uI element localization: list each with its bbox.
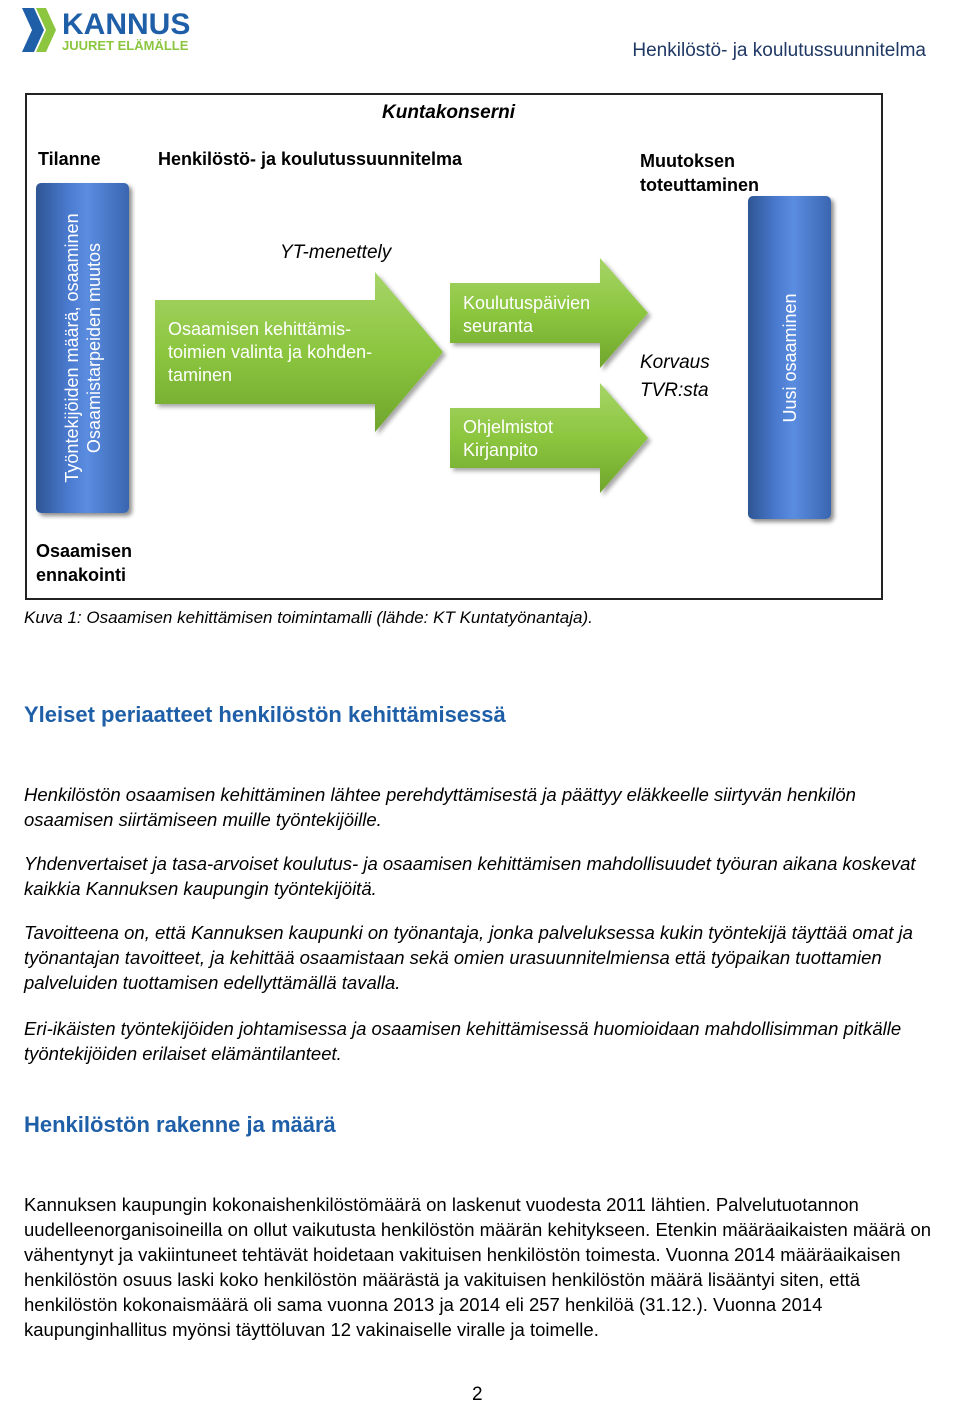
column-heading-suunnitelma: Henkilöstö- ja koulutussuunnitelma bbox=[158, 149, 463, 169]
paragraph-1: Henkilöstön osaamisen kehittäminen lähtee perehdyttämisestä ja päättyy eläkkeelle siirtyvän henkilön osaamisen siirtämiseen muille työntekijöille. bbox=[24, 784, 856, 830]
section-heading-yleiset: Yleiset periaatteet henkilöstön kehittämisessä bbox=[24, 702, 506, 727]
paragraph-3: Tavoitteena on, että Kannuksen kaupunki on työnantaja, jonka palveluksessa kukin työntekijä täyttää omat ja työnantajan tavoitteet, ja kehittää osaamistaan sekä omien urasuunnitelmiensa että työpaikan tuottamien palveluiden tuottamisen edellyttämällä tavalla. bbox=[24, 922, 913, 993]
page-number: 2 bbox=[472, 1384, 483, 1405]
upper-arrow-text bbox=[463, 292, 590, 338]
column-heading-muutos-line2: toteuttaminen bbox=[640, 175, 759, 195]
section-heading-rakenne: Henkilöstön rakenne ja määrä bbox=[24, 1112, 336, 1137]
logo-tagline: JUURET ELÄMÄLLE bbox=[62, 38, 189, 53]
ennakointi-line1: Osaamisen bbox=[36, 541, 133, 561]
main-arrow-line3: taminen bbox=[168, 365, 233, 385]
column-heading-tilanne: Tilanne bbox=[38, 149, 101, 169]
column-heading-muutos-line1: Muutoksen bbox=[640, 151, 736, 171]
document-title: Henkilöstö- ja koulutussuunnitelma bbox=[632, 40, 926, 61]
right-bar-label: Uusi osaaminen bbox=[779, 292, 800, 423]
left-bar-line1: Työntekijöiden määrä, osaaminen bbox=[61, 213, 82, 483]
figure-caption: Kuva 1: Osaamisen kehittämisen toimintamalli (lähde: KT Kuntatyönantaja). bbox=[24, 608, 593, 627]
main-arrow-text bbox=[168, 318, 372, 387]
lower-arrow-text bbox=[463, 416, 553, 462]
diagram-title: Kuntakonserni bbox=[382, 102, 516, 123]
paragraph-4: Eri-ikäisten työntekijöiden johtamisessa ja osaamisen kehittämisessä huomioidaan mahdollisimman pitkälle työntekijöiden erilaiset elämäntilanteet. bbox=[24, 1018, 902, 1064]
upper-arrow-line1: Koulutuspäivien bbox=[463, 293, 591, 313]
main-arrow-line2: toimien valinta ja kohden- bbox=[168, 342, 373, 362]
lower-arrow-line1: Ohjelmistot bbox=[463, 417, 554, 437]
main-arrow-line1: Osaamisen kehittämis- bbox=[168, 319, 352, 339]
lower-arrow-line2: Kirjanpito bbox=[463, 440, 539, 460]
korvaus-label bbox=[640, 349, 710, 405]
ennakointi-line2: ennakointi bbox=[36, 565, 127, 585]
korvaus-line2: TVR:sta bbox=[640, 380, 709, 401]
yt-label: YT-menettely bbox=[280, 242, 392, 263]
logo-name: KANNUS bbox=[62, 8, 191, 41]
korvaus-line1: Korvaus bbox=[640, 352, 710, 373]
paragraph-5: Kannuksen kaupungin kokonaishenkilöstömäärä on laskenut vuodesta 2011 lähtien. Palvelutuotannon uudelleenorganisoineilla on ollut vaikutusta henkilöstön määrän kehitykseen. Etenkin määräaikaisten määrä on vähentynyt ja vakiintuneet tehtävät hoidetaan vakituisen henkilöstön toimesta. Vuonna 2014 määräaikaisen henkilöstön osuus laski koko henkilöstön määrästä ja vakituisen henkilöstön määrä lisääntyi siten, että henkilöstön kokonaismäärä oli sama vuonna 2013 ja 2014 eli 257 henkilöä (31.12.). Vuonna 2014 kaupunginhallitus myönsi täyttöluvan 12 vakinaiselle viralle ja toimelle. bbox=[24, 1194, 932, 1340]
left-bar-line2: Osaamistarpeiden muutos bbox=[83, 242, 104, 454]
upper-arrow-line2: seuranta bbox=[463, 316, 534, 336]
ennakointi-label bbox=[36, 539, 132, 587]
paragraph-2: Yhdenvertaiset ja tasa-arvoiset koulutus- ja osaamisen kehittämisen mahdollisuudet työuran aikana koskevat kaikkia Kannuksen kaupungin työntekijöitä. bbox=[24, 853, 916, 899]
